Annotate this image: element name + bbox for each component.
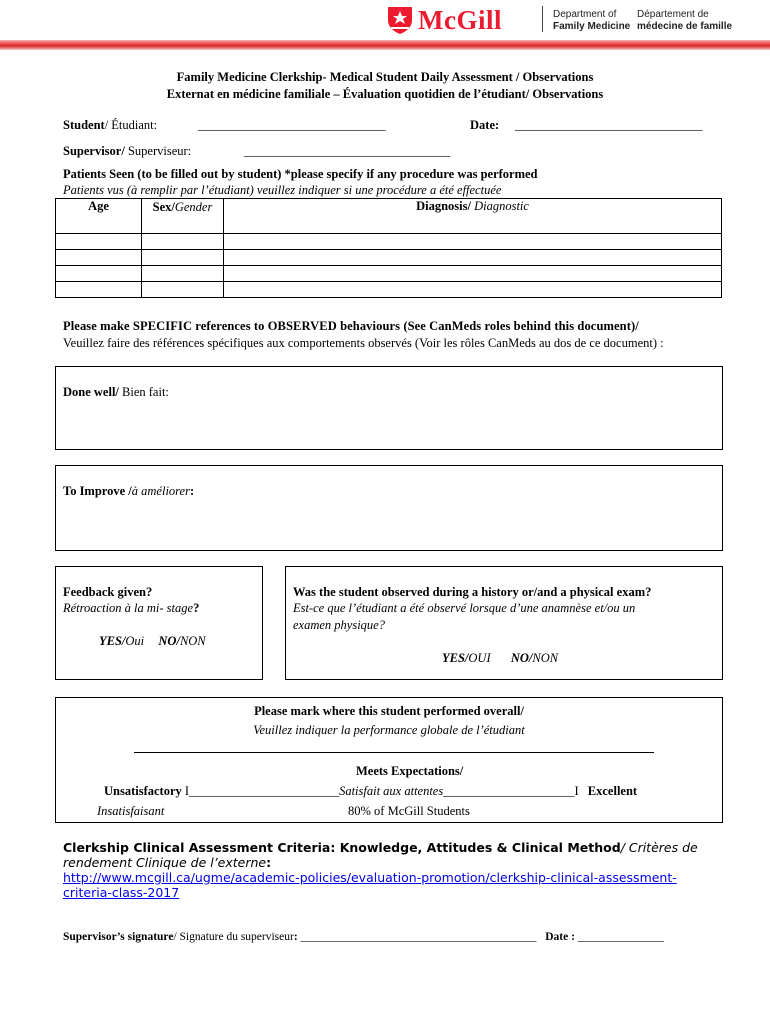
overall-heading-fr: Veuillez indiquer la performance globale de l’étudiant — [253, 723, 525, 737]
feedback-box — [55, 566, 263, 680]
to-improve-box[interactable] — [55, 465, 723, 551]
feedback-question-en: Feedback given? — [63, 585, 153, 599]
to-improve-label: To Improve /à améliorer: — [63, 484, 195, 498]
table-cell[interactable] — [142, 282, 224, 298]
patients-heading-en: Patients Seen (to be filled out by student) *please specify if any procedure was performed — [63, 167, 538, 181]
patients-table — [55, 198, 722, 298]
table-cell[interactable] — [224, 250, 722, 266]
signature-field[interactable]: _________________________________________ — [297, 931, 537, 943]
col-diagnosis: Diagnosis/ Diagnostic — [224, 199, 722, 234]
table-cell[interactable] — [142, 234, 224, 250]
criteria-heading-2: rendement Clinique de l’externe: — [63, 855, 272, 870]
feedback-question-fr: Rétroaction à la mi- stage? — [63, 601, 200, 615]
performance-scale[interactable]: Unsatisfactory I________________________Satisfait aux attentes_____________________I Excellent — [104, 784, 638, 798]
criteria-heading: Clerkship Clinical Assessment Criteria: Knowledge, Attitudes & Clinical Method/ Critères de — [63, 840, 698, 855]
criteria-link-line-2[interactable]: criteria-class-2017 — [63, 885, 180, 900]
overall-divider — [134, 752, 654, 753]
signature-line: Supervisor’s signature/ Signature du superviseur: _________________________________________ Date : _______________ — [63, 931, 665, 943]
col-sex: Sex/Gender — [142, 199, 224, 234]
overall-heading-en: Please mark where this student performed overall/ — [254, 704, 524, 718]
observed-yes-option[interactable]: YES/OUI — [442, 651, 491, 665]
meets-expectations-label: Meets Expectations/ — [356, 764, 464, 778]
done-well-label: Done well/ Bien fait: — [63, 385, 169, 399]
done-well-box[interactable] — [55, 366, 723, 450]
signature-date-field[interactable]: _______________ — [574, 931, 665, 943]
references-en: Please make SPECIFIC references to OBSERVED behaviours (See CanMeds roles behind this document)/ — [63, 319, 639, 333]
observed-no-option[interactable]: NO/NON — [510, 651, 559, 665]
observed-box — [285, 566, 723, 680]
observed-question-fr-1: Est-ce que l’étudiant a été observé lorsque d’une anamnèse et/ou un — [293, 601, 636, 615]
dept-en: Department of Family Medicine — [553, 9, 631, 32]
feedback-no-option[interactable]: NO/NON — [158, 634, 206, 648]
mcgill-logo — [386, 4, 502, 36]
doc-title-en: Family Medicine Clerkship- Medical Student Daily Assessment / Observations — [176, 70, 594, 84]
references-fr: Veuillez faire des références spécifiques aux comportements observés (Voir les rôles CanMeds au dos de ce document) : — [63, 336, 664, 350]
date-label: Date: — [470, 118, 500, 132]
observed-question-en: Was the student observed during a history or/and a physical exam? — [293, 585, 652, 599]
dept-fr: Département de médecine de famille — [637, 9, 733, 32]
feedback-yes-option[interactable]: YES/Oui — [99, 634, 145, 648]
observed-question-fr-2: examen physique? — [293, 618, 385, 632]
table-cell[interactable] — [224, 234, 722, 250]
table-row — [56, 282, 722, 298]
table-row — [56, 250, 722, 266]
col-age: Age — [56, 199, 142, 234]
table-cell[interactable] — [224, 266, 722, 282]
table-cell[interactable] — [56, 250, 142, 266]
date-field[interactable]: ______________________________ — [515, 118, 703, 132]
header-red-band — [0, 40, 770, 50]
unsatisfactory-fr: Insatisfaisant — [97, 804, 165, 818]
feedback-options — [99, 634, 206, 649]
header-divider — [542, 6, 543, 32]
student-label: Student/ Étudiant: — [63, 118, 158, 132]
crest-icon — [386, 5, 414, 35]
observed-options — [442, 651, 558, 666]
table-cell[interactable] — [56, 266, 142, 282]
doc-title-fr: Externat en médicine familiale – Évaluation quotidien de l’étudiant/ Observations — [166, 87, 604, 101]
table-cell[interactable] — [56, 234, 142, 250]
table-cell[interactable] — [142, 266, 224, 282]
table-row — [56, 266, 722, 282]
student-field[interactable]: ______________________________ — [198, 118, 386, 132]
table-cell[interactable] — [224, 282, 722, 298]
table-cell[interactable] — [56, 282, 142, 298]
patients-heading-fr: Patients vus (à remplir par l’étudiant) veuillez indiquer si une procédure a été effectuée — [63, 183, 502, 197]
supervisor-label: Supervisor/ Superviseur: — [63, 144, 192, 158]
criteria-link[interactable] — [63, 870, 677, 900]
supervisor-field[interactable]: _________________________________ — [244, 144, 451, 158]
table-cell[interactable] — [142, 250, 224, 266]
table-row — [56, 234, 722, 250]
criteria-link-line-1[interactable]: http://www.mcgill.ca/ugme/academic-policies/evaluation-promotion/clerkship-clinical-assessment- — [63, 870, 677, 885]
overall-box — [55, 697, 723, 823]
mcgill-wordmark: McGill — [418, 4, 502, 35]
percent-label: 80% of McGill Students — [348, 804, 470, 818]
